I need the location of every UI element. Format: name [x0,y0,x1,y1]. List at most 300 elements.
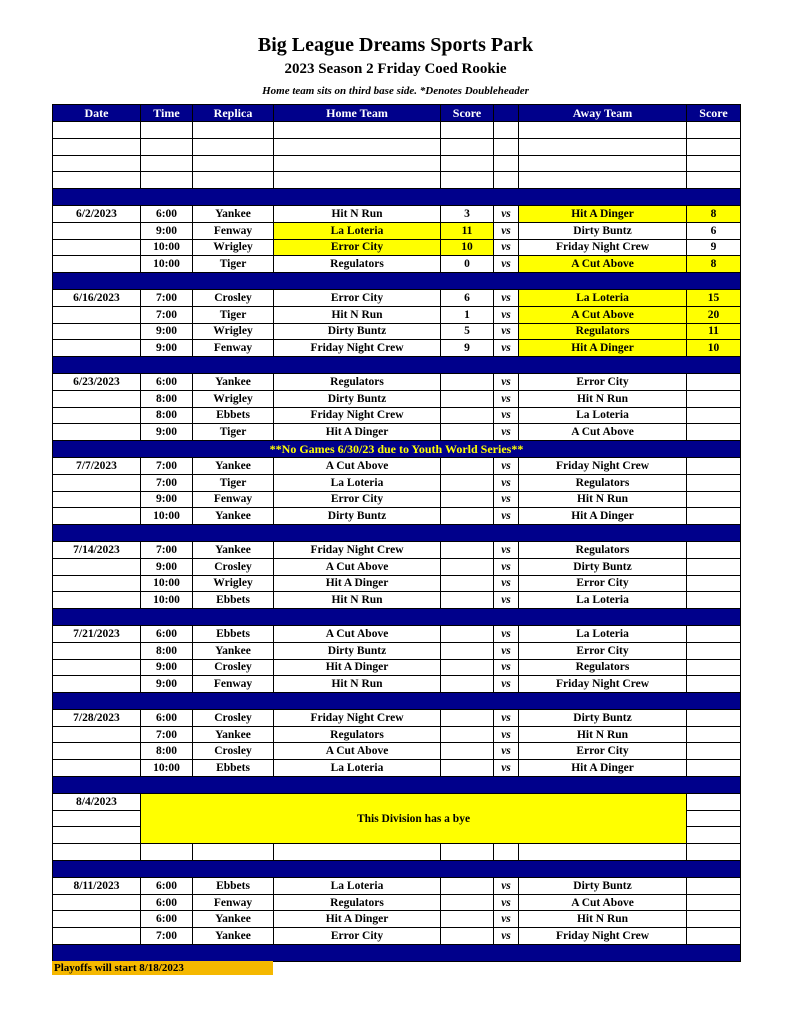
away-score [687,508,741,525]
game-time: 9:00 [141,491,193,508]
vs-label: vs [494,457,519,474]
col-away-score: Score [687,105,741,122]
empty-cell [519,155,687,172]
home-team: Hit A Dinger [274,575,441,592]
empty-cell [53,424,141,441]
away-team: Dirty Buntz [519,877,687,894]
col-vs [494,105,519,122]
game-replica: Yankee [193,508,274,525]
empty-cell [141,844,193,861]
col-time: Time [141,105,193,122]
away-team: La Loteria [519,592,687,609]
empty-cell [53,558,141,575]
game-row [53,928,741,945]
game-replica: Tiger [193,474,274,491]
empty-cell [494,844,519,861]
game-row [53,541,741,558]
home-score: 1 [441,306,494,323]
game-replica: Wrigley [193,575,274,592]
vs-label: vs [494,306,519,323]
home-score [441,457,494,474]
away-team: Hit N Run [519,390,687,407]
week-separator [53,357,741,374]
home-team: Friday Night Crew [274,709,441,726]
game-row [53,457,741,474]
game-time: 7:00 [141,726,193,743]
home-team: A Cut Above [274,558,441,575]
game-time: 7:00 [141,928,193,945]
game-replica: Tiger [193,424,274,441]
game-row [53,676,741,693]
week-date: 6/23/2023 [53,373,141,390]
game-replica: Tiger [193,256,274,273]
away-score: 8 [687,256,741,273]
home-score [441,928,494,945]
game-replica: Fenway [193,894,274,911]
week-date: 7/21/2023 [53,625,141,642]
game-row [53,256,741,273]
vs-label: vs [494,642,519,659]
game-replica: Ebbets [193,877,274,894]
empty-cell [141,172,193,189]
away-score [687,659,741,676]
game-row [53,911,741,928]
away-team: Regulators [519,323,687,340]
game-replica: Fenway [193,222,274,239]
empty-cell [494,122,519,139]
away-team: Dirty Buntz [519,222,687,239]
away-team: Hit N Run [519,726,687,743]
week-date: 8/11/2023 [53,877,141,894]
home-team: Regulators [274,373,441,390]
vs-label: vs [494,508,519,525]
game-row [53,205,741,222]
away-team: Hit A Dinger [519,340,687,357]
empty-cell [53,894,141,911]
vs-label: vs [494,726,519,743]
vs-label: vs [494,222,519,239]
schedule-body [53,122,741,962]
empty-cell [53,760,141,777]
away-score [687,911,741,928]
blank-row [53,172,741,189]
empty-cell [53,155,141,172]
home-team: Error City [274,239,441,256]
game-row [53,323,741,340]
away-team: Hit A Dinger [519,205,687,222]
empty-cell [441,138,494,155]
game-time: 9:00 [141,323,193,340]
away-score [687,928,741,945]
empty-cell [193,844,274,861]
empty-cell [53,407,141,424]
vs-label: vs [494,239,519,256]
empty-cell [193,172,274,189]
week-separator [53,861,741,878]
home-score [441,894,494,911]
game-row [53,760,741,777]
col-replica: Replica [193,105,274,122]
empty-cell [519,844,687,861]
home-score [441,642,494,659]
game-time: 10:00 [141,508,193,525]
home-score [441,508,494,525]
col-home-score: Score [441,105,494,122]
away-score [687,760,741,777]
home-team: Friday Night Crew [274,407,441,424]
home-score [441,407,494,424]
game-time: 9:00 [141,340,193,357]
game-row [53,289,741,306]
away-score [687,894,741,911]
empty-cell [53,726,141,743]
empty-cell [53,911,141,928]
game-row [53,877,741,894]
separator-bar [53,273,741,290]
game-replica: Crosley [193,289,274,306]
week-separator [53,945,741,962]
game-time: 10:00 [141,760,193,777]
empty-cell [519,122,687,139]
game-time: 6:00 [141,373,193,390]
away-score [687,541,741,558]
game-row [53,491,741,508]
away-team: A Cut Above [519,256,687,273]
home-score [441,474,494,491]
home-score: 5 [441,323,494,340]
away-team: Friday Night Crew [519,457,687,474]
away-team: Hit N Run [519,911,687,928]
empty-cell [193,122,274,139]
home-team: Hit N Run [274,306,441,323]
game-time: 8:00 [141,642,193,659]
empty-cell [494,172,519,189]
home-team: Dirty Buntz [274,508,441,525]
away-score [687,676,741,693]
empty-cell [53,642,141,659]
empty-cell [687,138,741,155]
game-time: 6:00 [141,709,193,726]
home-team: Dirty Buntz [274,642,441,659]
home-score [441,743,494,760]
home-score: 0 [441,256,494,273]
empty-cell [53,239,141,256]
home-team: La Loteria [274,760,441,777]
home-score [441,558,494,575]
page-note: Home team sits on third base side. *Denotes Doubleheader [262,85,529,97]
vs-label: vs [494,625,519,642]
notice-row [53,441,741,458]
empty-cell [53,340,141,357]
vs-label: vs [494,289,519,306]
game-replica: Yankee [193,457,274,474]
game-replica: Crosley [193,743,274,760]
schedule-table [52,104,741,962]
empty-cell [53,323,141,340]
page-subtitle: 2023 Season 2 Friday Coed Rookie [284,61,507,77]
game-row [53,373,741,390]
game-replica: Yankee [193,205,274,222]
game-row [53,424,741,441]
away-team: Friday Night Crew [519,928,687,945]
away-score [687,877,741,894]
game-replica: Wrigley [193,390,274,407]
away-team: A Cut Above [519,306,687,323]
empty-cell [687,810,741,827]
empty-cell [494,155,519,172]
empty-cell [53,676,141,693]
game-row [53,558,741,575]
game-row [53,592,741,609]
game-time: 6:00 [141,205,193,222]
home-score [441,373,494,390]
home-score: 3 [441,205,494,222]
game-replica: Yankee [193,373,274,390]
vs-label: vs [494,474,519,491]
game-row [53,306,741,323]
game-row [53,508,741,525]
home-team: La Loteria [274,222,441,239]
away-score [687,625,741,642]
game-row [53,726,741,743]
game-time: 10:00 [141,592,193,609]
home-score [441,390,494,407]
home-team: A Cut Above [274,625,441,642]
away-team: Error City [519,373,687,390]
game-row [53,222,741,239]
home-team: Hit A Dinger [274,911,441,928]
vs-label: vs [494,558,519,575]
empty-cell [141,122,193,139]
game-time: 7:00 [141,474,193,491]
week-date: 7/28/2023 [53,709,141,726]
empty-cell [687,793,741,810]
game-row [53,407,741,424]
away-score: 9 [687,239,741,256]
game-replica: Ebbets [193,407,274,424]
empty-cell [274,122,441,139]
away-score [687,558,741,575]
game-time: 7:00 [141,306,193,323]
notice-text: **No Games 6/30/23 due to Youth World Series** [53,441,741,458]
empty-cell [193,138,274,155]
game-time: 10:00 [141,256,193,273]
game-row [53,743,741,760]
home-team: Dirty Buntz [274,390,441,407]
vs-label: vs [494,592,519,609]
week-separator [53,273,741,290]
game-row [53,894,741,911]
game-time: 9:00 [141,558,193,575]
home-score [441,877,494,894]
game-time: 9:00 [141,424,193,441]
col-away-team: Away Team [519,105,687,122]
away-score: 8 [687,205,741,222]
home-team: Regulators [274,256,441,273]
game-row [53,390,741,407]
home-team: Dirty Buntz [274,323,441,340]
away-score: 10 [687,340,741,357]
home-team: Friday Night Crew [274,340,441,357]
away-score: 15 [687,289,741,306]
empty-cell [53,138,141,155]
separator-bar [53,945,741,962]
blank-row [53,155,741,172]
game-row [53,625,741,642]
away-team: Friday Night Crew [519,676,687,693]
game-time: 9:00 [141,676,193,693]
game-time: 8:00 [141,743,193,760]
away-team: Hit N Run [519,491,687,508]
game-row [53,642,741,659]
game-replica: Ebbets [193,625,274,642]
vs-label: vs [494,424,519,441]
empty-cell [53,474,141,491]
week-separator [53,525,741,542]
vs-label: vs [494,407,519,424]
blank-row [53,138,741,155]
game-replica: Crosley [193,659,274,676]
bye-message: This Division has a bye [141,793,687,843]
vs-label: vs [494,743,519,760]
vs-label: vs [494,877,519,894]
home-team: Regulators [274,726,441,743]
vs-label: vs [494,928,519,945]
home-score [441,491,494,508]
vs-label: vs [494,575,519,592]
blank-row [53,122,741,139]
empty-cell [519,172,687,189]
empty-cell [274,155,441,172]
empty-cell [53,659,141,676]
away-team: Regulators [519,659,687,676]
empty-cell [441,172,494,189]
home-score [441,541,494,558]
empty-cell [53,508,141,525]
vs-label: vs [494,390,519,407]
week-separator [53,777,741,794]
empty-cell [687,122,741,139]
vs-label: vs [494,373,519,390]
home-team: A Cut Above [274,743,441,760]
away-score [687,575,741,592]
home-team: Friday Night Crew [274,541,441,558]
game-time: 9:00 [141,659,193,676]
vs-label: vs [494,911,519,928]
away-team: La Loteria [519,407,687,424]
game-replica: Wrigley [193,239,274,256]
game-row [53,709,741,726]
vs-label: vs [494,709,519,726]
away-team: La Loteria [519,289,687,306]
home-score [441,625,494,642]
game-replica: Ebbets [193,592,274,609]
game-replica: Yankee [193,541,274,558]
empty-cell [441,155,494,172]
game-time: 6:00 [141,894,193,911]
game-replica: Fenway [193,676,274,693]
header-row [53,105,741,122]
game-replica: Tiger [193,306,274,323]
week-date: 6/2/2023 [53,205,141,222]
away-score [687,592,741,609]
empty-cell [53,222,141,239]
home-team: Error City [274,289,441,306]
game-time: 8:00 [141,390,193,407]
away-team: Hit A Dinger [519,508,687,525]
vs-label: vs [494,659,519,676]
home-score [441,911,494,928]
away-score [687,424,741,441]
empty-cell [494,138,519,155]
empty-cell [274,172,441,189]
empty-cell [687,827,741,844]
separator-bar [53,693,741,710]
game-time: 10:00 [141,575,193,592]
game-replica: Yankee [193,928,274,945]
away-score: 20 [687,306,741,323]
home-score [441,575,494,592]
away-score [687,373,741,390]
away-score [687,474,741,491]
separator-bar [53,777,741,794]
empty-cell [53,827,141,844]
empty-cell [441,122,494,139]
empty-cell [53,810,141,827]
empty-cell [519,138,687,155]
home-score [441,676,494,693]
away-team: Regulators [519,474,687,491]
away-team: Error City [519,642,687,659]
vs-label: vs [494,256,519,273]
empty-cell [141,138,193,155]
week-date: 7/7/2023 [53,457,141,474]
game-row [53,239,741,256]
home-team: La Loteria [274,474,441,491]
away-score [687,491,741,508]
empty-cell [53,390,141,407]
week-separator [53,189,741,206]
empty-cell [687,172,741,189]
week-separator [53,693,741,710]
home-team: A Cut Above [274,457,441,474]
home-score [441,659,494,676]
away-score [687,743,741,760]
away-team: Friday Night Crew [519,239,687,256]
home-team: Error City [274,491,441,508]
home-team: La Loteria [274,877,441,894]
away-score [687,390,741,407]
vs-label: vs [494,760,519,777]
empty-cell [687,155,741,172]
empty-cell [53,844,141,861]
game-row [53,340,741,357]
playoffs-note: Playoffs will start 8/18/2023 [52,961,273,975]
game-replica: Crosley [193,558,274,575]
game-time: 10:00 [141,239,193,256]
vs-label: vs [494,205,519,222]
vs-label: vs [494,676,519,693]
home-team: Hit A Dinger [274,659,441,676]
game-time: 7:00 [141,289,193,306]
away-team: A Cut Above [519,424,687,441]
vs-label: vs [494,491,519,508]
vs-label: vs [494,894,519,911]
away-team: Error City [519,575,687,592]
game-time: 7:00 [141,457,193,474]
home-team: Hit N Run [274,205,441,222]
col-home-team: Home Team [274,105,441,122]
